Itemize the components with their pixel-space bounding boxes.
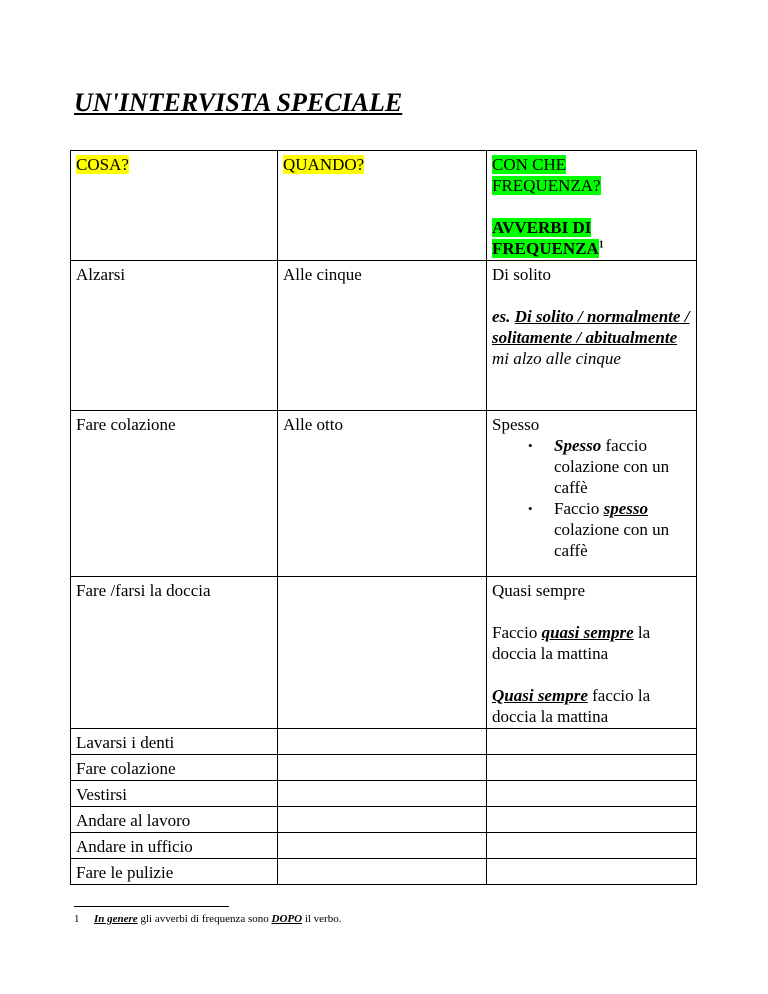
table-row bbox=[71, 755, 697, 781]
header-cell-cosa bbox=[71, 151, 278, 261]
footnote-ref: 1 bbox=[598, 239, 604, 251]
cell-quando bbox=[278, 833, 487, 859]
cell-frequenza bbox=[487, 755, 697, 781]
cell-quando bbox=[278, 859, 487, 885]
header-avverbi-line1: AVVERBI DI bbox=[492, 218, 592, 237]
header-cell-frequenza bbox=[487, 151, 697, 261]
footnote bbox=[74, 913, 341, 925]
table-row bbox=[71, 781, 697, 807]
list-item bbox=[554, 498, 692, 561]
adverb: spesso bbox=[603, 499, 648, 518]
list-item bbox=[554, 435, 692, 498]
frequenza-value: Spesso bbox=[492, 415, 540, 434]
example-sentence bbox=[492, 622, 692, 664]
example-sentence bbox=[492, 685, 692, 727]
adverb: solitamente / bbox=[492, 328, 586, 347]
footnote-emphasis: DOPO bbox=[271, 913, 303, 925]
frequenza-value: Di solito bbox=[492, 265, 552, 284]
example-rest: faccio la doccia la mattina bbox=[492, 686, 651, 726]
cell-quando: Alle cinque bbox=[278, 261, 487, 411]
cell-frequenza bbox=[487, 807, 697, 833]
footnote-number: 1 bbox=[74, 913, 80, 925]
cell-quando bbox=[278, 807, 487, 833]
footnote-text: il verbo. bbox=[302, 913, 342, 925]
header-cell-quando bbox=[278, 151, 487, 261]
adverb: abitualmente bbox=[585, 328, 678, 347]
adverb: normalmente / bbox=[586, 307, 690, 326]
header-avverbi-line2: FREQUENZA bbox=[492, 239, 599, 258]
header-frequenza-line2: FREQUENZA? bbox=[492, 176, 601, 195]
interview-table bbox=[70, 150, 697, 885]
adverb: Di solito / bbox=[514, 307, 587, 326]
cell-cosa: Alzarsi bbox=[71, 261, 278, 411]
frequenza-value: Quasi sempre bbox=[492, 581, 586, 600]
example-prefix: es. bbox=[492, 307, 515, 326]
footnote-text: gli avverbi di frequenza sono bbox=[137, 913, 272, 925]
cell-frequenza bbox=[487, 833, 697, 859]
cell-quando: Alle otto bbox=[278, 411, 487, 577]
adverb: Spesso bbox=[554, 436, 602, 455]
header-row bbox=[71, 151, 697, 261]
footnote-separator bbox=[74, 906, 229, 907]
cell-quando bbox=[278, 755, 487, 781]
adverb: Quasi sempre bbox=[492, 686, 588, 705]
cell-cosa: Fare /farsi la doccia bbox=[71, 577, 278, 729]
example-text bbox=[492, 306, 692, 369]
cell-frequenza bbox=[487, 411, 697, 577]
cell-frequenza bbox=[487, 729, 697, 755]
cell-cosa: Fare colazione bbox=[71, 755, 278, 781]
example-rest: la doccia la mattina bbox=[492, 623, 651, 663]
example-pre: Faccio bbox=[492, 623, 542, 642]
example-rest: colazione con un caffè bbox=[554, 520, 670, 560]
cell-frequenza bbox=[487, 261, 697, 411]
table-row bbox=[71, 261, 697, 411]
cell-frequenza bbox=[487, 859, 697, 885]
table-row bbox=[71, 859, 697, 885]
header-frequenza-line1: CON CHE bbox=[492, 155, 567, 174]
cell-cosa: Fare le pulizie bbox=[71, 859, 278, 885]
table-row bbox=[71, 411, 697, 577]
cell-frequenza bbox=[487, 577, 697, 729]
page-title: UN'INTERVISTA SPECIALE bbox=[74, 88, 403, 117]
cell-cosa: Andare in ufficio bbox=[71, 833, 278, 859]
header-cosa: COSA? bbox=[76, 155, 129, 174]
example-list bbox=[492, 435, 692, 561]
adverb: quasi sempre bbox=[541, 623, 634, 642]
cell-cosa: Vestirsi bbox=[71, 781, 278, 807]
example-rest: faccio colazione con un caffè bbox=[554, 436, 670, 497]
cell-quando bbox=[278, 729, 487, 755]
cell-quando bbox=[278, 577, 487, 729]
example-suffix: mi alzo alle cinque bbox=[492, 349, 621, 368]
example-pre: Faccio bbox=[554, 499, 604, 518]
table-row bbox=[71, 729, 697, 755]
cell-cosa: Fare colazione bbox=[71, 411, 278, 577]
cell-cosa: Lavarsi i denti bbox=[71, 729, 278, 755]
cell-cosa: Andare al lavoro bbox=[71, 807, 278, 833]
cell-quando bbox=[278, 781, 487, 807]
footnote-emphasis: In genere bbox=[94, 913, 138, 925]
table-row bbox=[71, 833, 697, 859]
table-row bbox=[71, 807, 697, 833]
table-row bbox=[71, 577, 697, 729]
cell-frequenza bbox=[487, 781, 697, 807]
header-quando: QUANDO? bbox=[283, 155, 365, 174]
